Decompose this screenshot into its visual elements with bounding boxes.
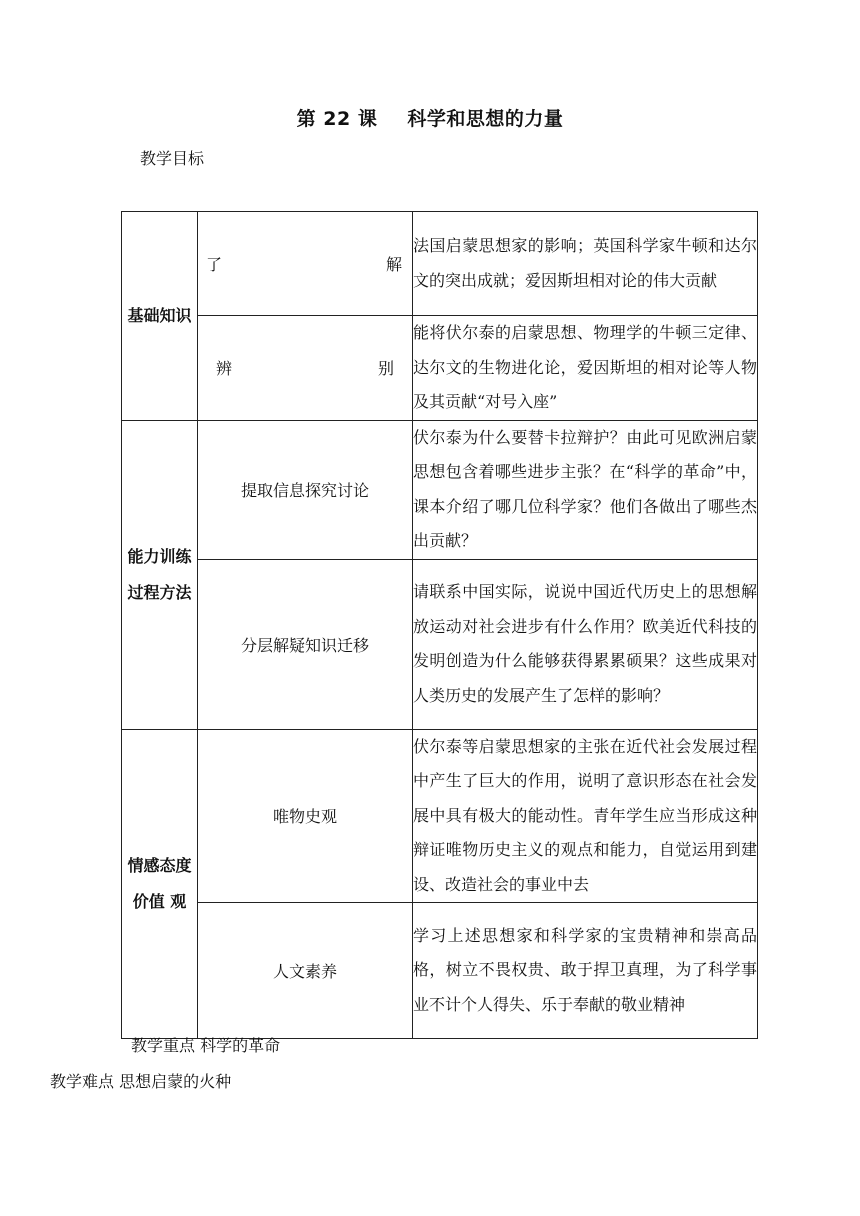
sub-label-extract-info: 提取信息探究讨论 [198, 420, 413, 559]
table-row [122, 559, 758, 729]
sub-label-left: 辨 [216, 359, 233, 379]
content-cell: 伏尔泰为什么要替卡拉辩护？由此可见欧洲启蒙思想包含着哪些进步主张？在“科学的革命”中，课本介绍了哪几位科学家？他们各做出了哪些杰出贡献？ [413, 420, 758, 559]
content-cell: 法国启蒙思想家的影响；英国科学家牛顿和达尔文的突出成就；爱因斯坦相对论的伟大贡献 [413, 212, 758, 316]
content-cell: 学习上述思想家和科学家的宝贵精神和崇高品格，树立不畏权贵、敢于捍卫真理，为了科学事业不计个人得失、乐于奉献的敬业精神 [413, 903, 758, 1039]
content-cell: 能将伏尔泰的启蒙思想、物理学的牛顿三定律、达尔文的生物进化论，爱因斯坦的相对论等人物及其贡献“对号入座” [413, 316, 758, 421]
content-cell: 伏尔泰等启蒙思想家的主张在近代社会发展过程中产生了巨大的作用，说明了意识形态在社会发展中具有极大的能动性。青年学生应当形成这种辩证唯物历史主义的观点和能力，自觉运用到建设、改造社会的事业中去 [413, 729, 758, 903]
section-label: 教学目标 [140, 149, 205, 168]
category-emotion-values: 情感态度价值 观 [122, 729, 198, 1039]
category-ability-process: 能力训练过程方法 [122, 420, 198, 729]
lesson-title [0, 104, 860, 131]
sub-label-humanities: 人文素养 [198, 903, 413, 1039]
content-cell: 请联系中国实际，说说中国近代历史上的思想解放运动对社会进步有什么作用？欧美近代科技的发明创造为什么能够获得累累硕果？这些成果对人类历史的发展产生了怎样的影响？ [413, 559, 758, 729]
objectives-table [121, 211, 758, 1039]
lesson-number: 第 22 课 [296, 108, 378, 130]
lesson-name: 科学和思想的力量 [407, 108, 564, 130]
sub-label-right: 别 [377, 359, 394, 379]
table-row [122, 316, 758, 421]
teaching-difficulty: 教学难点 思想启蒙的火种 [50, 1072, 232, 1091]
table-row [122, 729, 758, 903]
table-row [122, 903, 758, 1039]
sub-label-layered-solving: 分层解疑知识迁移 [198, 559, 413, 729]
table-row [122, 420, 758, 559]
category-basic-knowledge: 基础知识 [122, 212, 198, 421]
sub-label-understand [198, 212, 413, 316]
sub-label-left: 了 [206, 255, 223, 274]
table-row [122, 212, 758, 316]
sub-label-distinguish [198, 316, 413, 421]
sub-label-right: 解 [385, 255, 402, 274]
sub-label-materialism: 唯物史观 [198, 729, 413, 903]
teaching-key-point: 教学重点 科学的革命 [131, 1036, 281, 1055]
